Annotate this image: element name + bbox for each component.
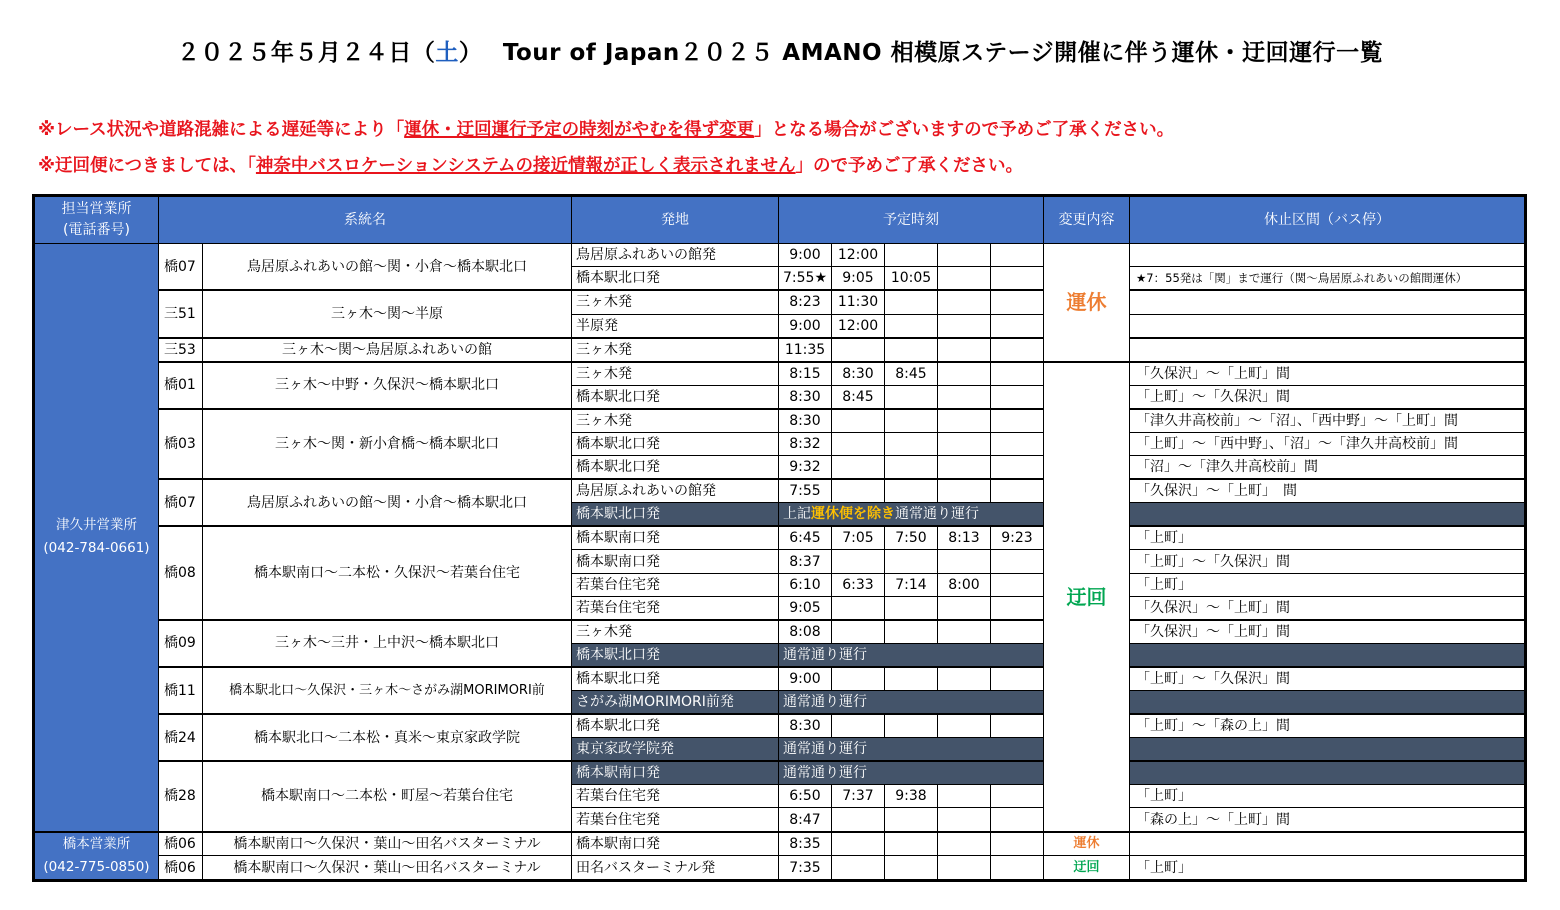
departure: 橋本駅北口発 (572, 385, 779, 409)
normal-service-note: 通常通り運行 (779, 691, 1044, 715)
departure: 橋本駅南口発 (572, 550, 779, 573)
route-id: 橋08 (159, 526, 203, 619)
table-row (34, 362, 1526, 386)
page-title (0, 34, 1560, 67)
departure: 若葉台住宅発 (572, 808, 779, 832)
time: 6:45 (779, 526, 832, 550)
time (832, 832, 885, 856)
suspended-section: 「上町」 (1130, 785, 1526, 808)
time: 6:10 (779, 573, 832, 596)
departure: 三ヶ木発 (572, 620, 779, 644)
departure: 田名バスターミナル発 (572, 856, 779, 881)
time (991, 785, 1044, 808)
time: 8:00 (938, 573, 991, 596)
time: 9:23 (991, 526, 1044, 550)
suspended-section (1130, 691, 1526, 715)
departure: 半原発 (572, 314, 779, 338)
time (885, 550, 938, 573)
time (832, 596, 885, 620)
time (885, 808, 938, 832)
time (938, 856, 991, 881)
time (885, 714, 938, 738)
time (991, 808, 1044, 832)
time: 9:00 (779, 244, 832, 267)
time (832, 808, 885, 832)
departure: 三ヶ木発 (572, 338, 779, 362)
suspended-section (1130, 503, 1526, 527)
route-name: 橋本駅北口～久保沢・三ヶ木～さがみ湖MORIMORI前 (203, 667, 572, 714)
table-row (34, 620, 1526, 644)
suspended-section: 「上町」～「久保沢」間 (1130, 385, 1526, 409)
departure: 橋本駅北口発 (572, 503, 779, 527)
suspended-section: 「上町」 (1130, 526, 1526, 550)
departure: 若葉台住宅発 (572, 573, 779, 596)
detour-notice-underlined: 神奈中バスロケーションシステムの接近情報が正しく表示されません (255, 156, 796, 176)
suspended-section: 「上町」 (1130, 573, 1526, 596)
header-row (34, 196, 1526, 244)
time: 8:45 (885, 362, 938, 386)
route-name: 鳥居原ふれあいの館～関・小倉～橋本駅北口 (203, 479, 572, 526)
route-id: 橋07 (159, 244, 203, 291)
time (885, 244, 938, 267)
time (991, 856, 1044, 881)
time: 8:30 (779, 409, 832, 433)
departure: 若葉台住宅発 (572, 596, 779, 620)
time (991, 338, 1044, 362)
time (991, 714, 1044, 738)
time: 11:30 (832, 290, 885, 314)
time (938, 832, 991, 856)
table-row (34, 479, 1526, 503)
time (832, 667, 885, 691)
time: 8:30 (832, 362, 885, 386)
time (938, 267, 991, 291)
table-row (34, 856, 1526, 881)
time (938, 314, 991, 338)
route-name: 橋本駅南口～久保沢・葉山～田名バスターミナル (203, 832, 572, 856)
time (938, 785, 991, 808)
table-row (34, 244, 1526, 267)
route-name: 三ヶ木～中野・久保沢～橋本駅北口 (203, 362, 572, 409)
time: 7:55★ (779, 267, 832, 291)
time (938, 244, 991, 267)
time: 8:37 (779, 550, 832, 573)
delay-notice-underlined: 運休・迂回運行予定の時刻がやむを得ず変更 (404, 120, 755, 140)
suspended-section: 「上町」～「久保沢」間 (1130, 667, 1526, 691)
title-prefix: ２０２５年５月２４日（ (176, 40, 436, 66)
time (991, 550, 1044, 573)
time (991, 409, 1044, 433)
route-name: 橋本駅南口～二本松・久保沢～若葉台住宅 (203, 526, 572, 619)
time (885, 856, 938, 881)
route-id: 橋06 (159, 856, 203, 881)
time: 6:33 (832, 573, 885, 596)
table-row (34, 290, 1526, 314)
detour-notice-before: ※迂回便につきましては、「 (38, 156, 256, 176)
time: 12:00 (832, 244, 885, 267)
suspended-section: 「森の上」～「上町」間 (1130, 808, 1526, 832)
time: 6:50 (779, 785, 832, 808)
time: 11:35 (779, 338, 832, 362)
route-id: 橋07 (159, 479, 203, 526)
time (938, 714, 991, 738)
route-name: 三ヶ木～三井・上中沢～橋本駅北口 (203, 620, 572, 667)
normal-service-note: 通常通り運行 (779, 761, 1044, 785)
suspended-section: 「津久井高校前」～「沼」、「西中野」～「上町」間 (1130, 409, 1526, 433)
time (885, 338, 938, 362)
time (991, 667, 1044, 691)
suspended-section: 「沼」～「津久井高校前」間 (1130, 456, 1526, 480)
time (832, 456, 885, 480)
time: 9:38 (885, 785, 938, 808)
time (991, 385, 1044, 409)
time: 12:00 (832, 314, 885, 338)
departure: さがみ湖MORIMORI前発 (572, 691, 779, 715)
time (938, 620, 991, 644)
route-id: 橋28 (159, 761, 203, 831)
time (938, 409, 991, 433)
departure: 鳥居原ふれあいの館発 (572, 479, 779, 503)
title-suffix: ） Tour of Japan２０２５ AMANO 相模原ステージ開催に伴う運休・迂回運行一覧 (458, 40, 1384, 66)
suspended-section (1130, 643, 1526, 667)
time (938, 362, 991, 386)
header-departure: 発地 (572, 196, 779, 244)
route-id: 橋09 (159, 620, 203, 667)
suspended-section (1130, 338, 1526, 362)
time: 8:15 (779, 362, 832, 386)
table-row (34, 832, 1526, 856)
departure: 橋本駅北口発 (572, 714, 779, 738)
time (938, 596, 991, 620)
time: 7:50 (885, 526, 938, 550)
time: 9:05 (832, 267, 885, 291)
departure: 橋本駅南口発 (572, 832, 779, 856)
suspended-section: 「上町」～「西中野」、「沼」～「津久井高校前」間 (1130, 432, 1526, 455)
suspended-section: ★7：55発は「関」まで運行（関～鳥居原ふれあいの館間運休） (1130, 267, 1526, 291)
table-row (34, 667, 1526, 691)
route-name: 鳥居原ふれあいの館～関・小倉～橋本駅北口 (203, 244, 572, 291)
suspended-section: 「久保沢」～「上町」間 (1130, 362, 1526, 386)
route-name: 三ヶ木～関・新小倉橋～橋本駅北口 (203, 409, 572, 479)
time (991, 573, 1044, 596)
time: 8:32 (779, 432, 832, 455)
suspended-section: 「上町」～「森の上」間 (1130, 714, 1526, 738)
time (991, 267, 1044, 291)
suspended-section: 「久保沢」～「上町」 間 (1130, 479, 1526, 503)
office-hashimoto: 橋本営業所 (042-775-0850) (34, 832, 159, 881)
header-suspended-section: 休止区間（バス停） (1130, 196, 1526, 244)
time (885, 596, 938, 620)
suspended-section (1130, 290, 1526, 314)
header-office: 担当営業所 (電話番号) (34, 196, 159, 244)
suspended-section (1130, 832, 1526, 856)
time: 7:14 (885, 573, 938, 596)
time: 8:35 (779, 832, 832, 856)
time (991, 432, 1044, 455)
time: 10:05 (885, 267, 938, 291)
time (885, 620, 938, 644)
delay-notice-before: ※レース状況や道路混雑による遅延等により「 (38, 120, 405, 140)
departure: 橋本駅北口発 (572, 432, 779, 455)
departure: 橋本駅南口発 (572, 761, 779, 785)
time: 7:05 (832, 526, 885, 550)
normal-service-note: 通常通り運行 (779, 643, 1044, 667)
time (991, 596, 1044, 620)
time (832, 714, 885, 738)
change-detour: 迂回 (1044, 856, 1130, 881)
time (938, 456, 991, 480)
table-row (34, 714, 1526, 738)
suspended-section (1130, 738, 1526, 762)
time: 9:00 (779, 667, 832, 691)
time (885, 290, 938, 314)
header-route: 系統名 (159, 196, 572, 244)
time: 9:05 (779, 596, 832, 620)
change-detour: 迂回 (1044, 362, 1130, 832)
time (885, 667, 938, 691)
suspended-section: 「上町」 (1130, 856, 1526, 881)
time (991, 290, 1044, 314)
time: 8:23 (779, 290, 832, 314)
route-name: 橋本駅南口～二本松・町屋～若葉台住宅 (203, 761, 572, 831)
suspended-section (1130, 314, 1526, 338)
suspended-section: 「久保沢」～「上町」間 (1130, 596, 1526, 620)
detour-notice (38, 152, 1023, 177)
time (885, 409, 938, 433)
time: 7:35 (779, 856, 832, 881)
route-id: 三53 (159, 338, 203, 362)
suspended-section: 「久保沢」～「上町」間 (1130, 620, 1526, 644)
departure: 三ヶ木発 (572, 362, 779, 386)
time: 9:32 (779, 456, 832, 480)
suspended-section (1130, 244, 1526, 267)
route-id: 橋11 (159, 667, 203, 714)
title-weekday: 土 (435, 40, 459, 66)
route-name: 橋本駅南口～久保沢・葉山～田名バスターミナル (203, 856, 572, 881)
time (832, 338, 885, 362)
time (885, 832, 938, 856)
time (991, 362, 1044, 386)
table-row (34, 526, 1526, 550)
time (885, 314, 938, 338)
route-id: 橋24 (159, 714, 203, 761)
header-change: 変更内容 (1044, 196, 1130, 244)
route-id: 橋03 (159, 409, 203, 479)
normal-service-note: 上記運休便を除き通常通り運行 (779, 503, 1044, 527)
departure: 橋本駅南口発 (572, 526, 779, 550)
time (938, 338, 991, 362)
suspended-section (1130, 761, 1526, 785)
time: 7:55 (779, 479, 832, 503)
departure: 橋本駅北口発 (572, 456, 779, 480)
change-suspended: 運休 (1044, 832, 1130, 856)
departure: 橋本駅北口発 (572, 667, 779, 691)
route-id: 橋01 (159, 362, 203, 409)
route-name: 橋本駅北口～二本松・真米～東京家政学院 (203, 714, 572, 761)
time (885, 479, 938, 503)
departure: 鳥居原ふれあいの館発 (572, 244, 779, 267)
time (991, 456, 1044, 480)
time (938, 290, 991, 314)
departure: 三ヶ木発 (572, 409, 779, 433)
time (991, 479, 1044, 503)
office-tsukui: 津久井営業所 (042-784-0661) (34, 244, 159, 832)
time: 8:30 (779, 714, 832, 738)
delay-notice-after: 」となる場合がございますので予めご了承ください。 (754, 120, 1175, 140)
time (885, 456, 938, 480)
time: 8:45 (832, 385, 885, 409)
time (832, 409, 885, 433)
route-name: 三ヶ木～関～鳥居原ふれあいの館 (203, 338, 572, 362)
detour-notice-after: 」ので予めご了承ください。 (795, 156, 1024, 176)
time (991, 314, 1044, 338)
table-row (34, 761, 1526, 785)
time (938, 385, 991, 409)
departure: 三ヶ木発 (572, 290, 779, 314)
table-row (34, 338, 1526, 362)
time: 8:13 (938, 526, 991, 550)
time: 7:37 (832, 785, 885, 808)
time: 8:30 (779, 385, 832, 409)
departure: 若葉台住宅発 (572, 785, 779, 808)
route-name: 三ヶ木～関～半原 (203, 290, 572, 337)
change-suspended: 運休 (1044, 244, 1130, 362)
route-id: 三51 (159, 290, 203, 337)
time: 8:47 (779, 808, 832, 832)
time (832, 432, 885, 455)
time (938, 808, 991, 832)
time (938, 479, 991, 503)
time (885, 432, 938, 455)
suspended-section: 「上町」～「久保沢」間 (1130, 550, 1526, 573)
route-id: 橋06 (159, 832, 203, 856)
time (832, 856, 885, 881)
normal-service-note: 通常通り運行 (779, 738, 1044, 762)
time (991, 244, 1044, 267)
schedule-table (32, 194, 1527, 882)
time (885, 385, 938, 409)
time (832, 620, 885, 644)
time (832, 550, 885, 573)
departure: 橋本駅北口発 (572, 643, 779, 667)
time (938, 667, 991, 691)
departure: 東京家政学院発 (572, 738, 779, 762)
table-row (34, 409, 1526, 433)
time (991, 832, 1044, 856)
delay-notice (38, 116, 1174, 141)
time (938, 550, 991, 573)
time: 9:00 (779, 314, 832, 338)
departure: 橋本駅北口発 (572, 267, 779, 291)
normal-service-highlight: 運休便を除き (811, 506, 895, 523)
header-scheduled-time: 予定時刻 (779, 196, 1044, 244)
time: 8:08 (779, 620, 832, 644)
time (991, 620, 1044, 644)
time (938, 432, 991, 455)
time (832, 479, 885, 503)
